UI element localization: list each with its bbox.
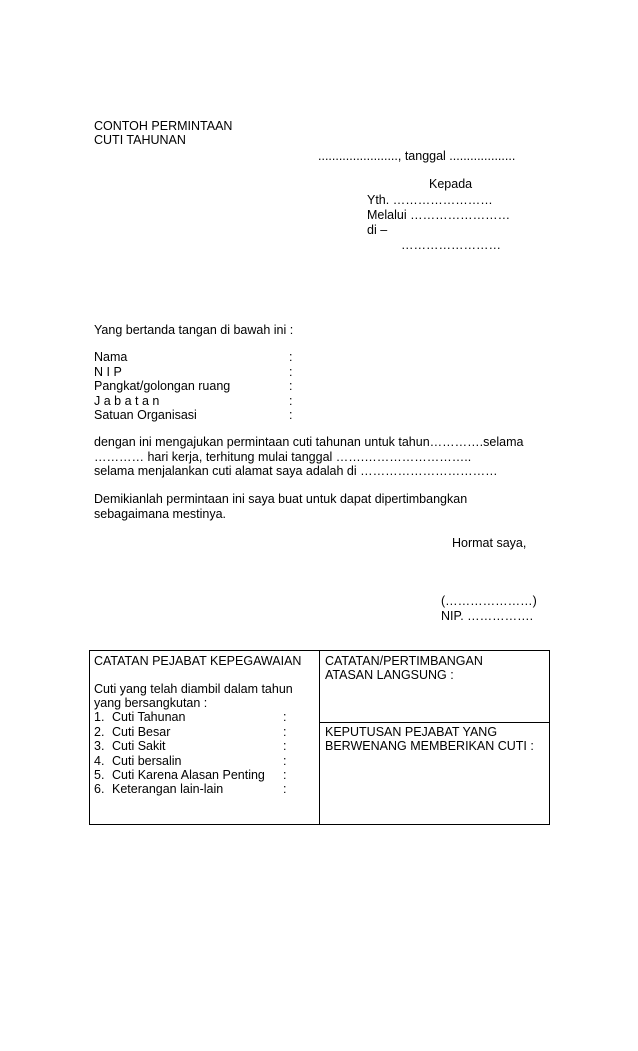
via-line: Melalui ……………………	[367, 208, 511, 222]
leave-item-colon: :	[283, 782, 287, 796]
hormat-saya: Hormat saya,	[452, 536, 527, 550]
place-blank: ……………………	[401, 238, 501, 252]
authority-decision-title-1: KEPUTUSAN PEJABAT YANG	[325, 725, 498, 739]
recipient-line: Yth. ……………………	[367, 193, 493, 207]
field-label-nip: N I P	[94, 365, 122, 379]
leave-item-number: 6.	[94, 782, 105, 796]
kepada-label: Kepada	[429, 177, 473, 191]
leave-item-number: 1.	[94, 710, 105, 724]
signature-nip: NIP. …………….	[441, 609, 534, 623]
request-line-1: dengan ini mengajukan permintaan cuti tahunan untuk tahun………….selama	[94, 435, 524, 449]
authority-decision-title-2: BERWENANG MEMBERIKAN CUTI :	[325, 739, 534, 753]
field-label-satuan-organisasi: Satuan Organisasi	[94, 408, 197, 422]
document-title-line-1: CONTOH PERMINTAAN	[94, 119, 233, 133]
leave-item-colon: :	[283, 725, 287, 739]
leave-taken-intro-2: yang bersangkutan :	[94, 696, 208, 710]
leave-item-label: Cuti Sakit	[112, 739, 166, 753]
request-line-3: selama menjalankan cuti alamat saya adalah di ……………………………	[94, 464, 498, 478]
leave-item-label: Cuti Tahunan	[112, 710, 186, 724]
intro-text: Yang bertanda tangan di bawah ini :	[94, 323, 294, 337]
leave-item-colon: :	[283, 754, 287, 768]
leave-item-number: 2.	[94, 725, 105, 739]
place-line: di –	[367, 223, 388, 237]
table-row-divider	[319, 722, 549, 723]
leave-item-label: Keterangan lain-lain	[112, 782, 224, 796]
field-colon: :	[289, 408, 293, 422]
leave-item-colon: :	[283, 710, 287, 724]
leave-taken-intro-1: Cuti yang telah diambil dalam tahun	[94, 682, 293, 696]
field-label-nama: Nama	[94, 350, 128, 364]
personnel-notes-title: CATATAN PEJABAT KEPEGAWAIAN	[94, 654, 302, 668]
supervisor-notes-title-1: CATATAN/PERTIMBANGAN	[325, 654, 483, 668]
field-label-pangkat: Pangkat/golongan ruang	[94, 379, 231, 393]
field-colon: :	[289, 394, 293, 408]
supervisor-notes-title-2: ATASAN LANGSUNG :	[325, 668, 454, 682]
leave-item-label: Cuti Karena Alasan Penting	[112, 768, 265, 782]
field-colon: :	[289, 350, 293, 364]
leave-item-number: 3.	[94, 739, 105, 753]
leave-item-label: Cuti bersalin	[112, 754, 182, 768]
field-label-jabatan: J a b a t a n	[94, 394, 160, 408]
document-title-line-2: CUTI TAHUNAN	[94, 133, 186, 147]
closing-line-2: sebagaimana mestinya.	[94, 507, 227, 521]
leave-item-number: 4.	[94, 754, 105, 768]
request-line-2: ………… hari kerja, terhitung mulai tanggal …….……………………..	[94, 450, 472, 464]
closing-line-1: Demikianlah permintaan ini saya buat untuk dapat dipertimbangkan	[94, 492, 468, 506]
leave-item-number: 5.	[94, 768, 105, 782]
leave-item-colon: :	[283, 768, 287, 782]
leave-item-label: Cuti Besar	[112, 725, 171, 739]
notes-table	[89, 650, 550, 825]
table-column-divider	[319, 651, 320, 824]
date-line: ......................., tanggal ...................	[318, 149, 516, 163]
field-colon: :	[289, 379, 293, 393]
signature-name-blank: (…………………)	[441, 594, 537, 608]
leave-item-colon: :	[283, 739, 287, 753]
field-colon: :	[289, 365, 293, 379]
